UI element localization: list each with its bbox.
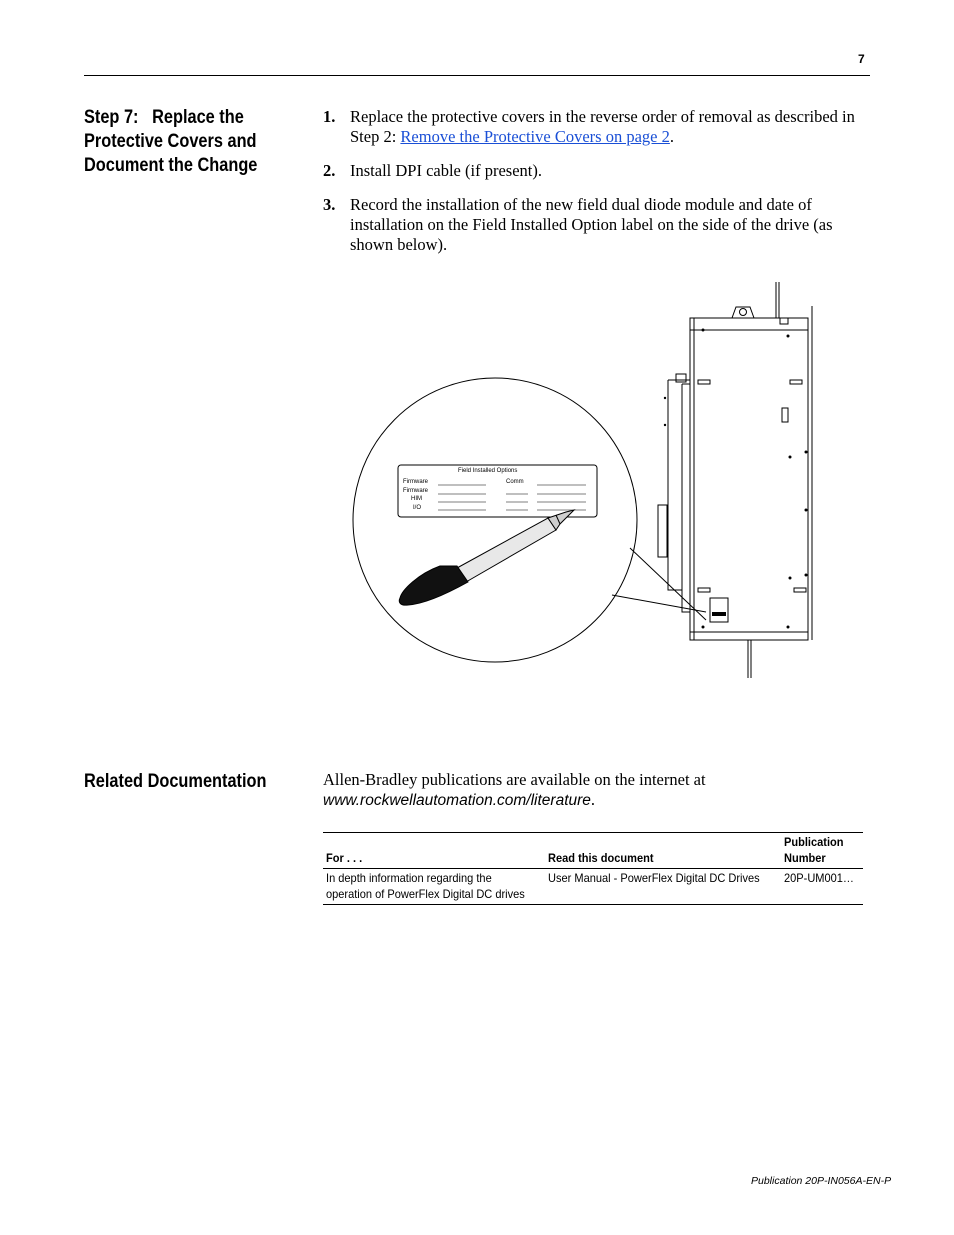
instruction-item: [323, 161, 871, 181]
col-read-header: Read this document: [548, 851, 654, 865]
url-period: .: [590, 790, 596, 809]
cell-for: In depth information regarding the operation of PowerFlex Digital DC drives: [326, 871, 525, 901]
cell-read: User Manual - PowerFlex Digital DC Drives: [548, 871, 760, 885]
instruction-text-end: .: [669, 127, 674, 146]
instruction-text: Record the installation of the new field dual diode module and date of installation on the Field Installed Option label on the side of the drive (as shown below).: [350, 195, 833, 254]
step7-heading-line-3: Document the Change: [84, 155, 258, 176]
table-header-row: [323, 833, 863, 869]
remove-covers-link[interactable]: Remove the Protective Covers on page 2: [400, 127, 670, 146]
label-row-io: I/O: [413, 505, 422, 511]
instruction-number: 2.: [323, 161, 336, 180]
cell-pub: 20P-UM001…: [784, 871, 855, 885]
instruction-text: Install DPI cable (if present).: [350, 161, 542, 180]
label-title: Field Installed Options: [458, 468, 518, 474]
drive-label-illustration: [350, 278, 830, 680]
step7-heading-line-1: Step 7: Replace the: [84, 107, 244, 128]
publication-footer: Publication 20P-IN056A-EN-P: [751, 1175, 892, 1187]
instruction-text: Replace the protective covers in the reverse order of removal as described in Step 2:: [350, 107, 855, 146]
step7-instructions: [323, 107, 871, 269]
instruction-item: [323, 195, 871, 255]
step7-heading-line-2: Protective Covers and: [84, 131, 257, 152]
table-row: [323, 869, 863, 905]
col-pub-header: Publication Number: [784, 835, 844, 865]
col-for-header: For . . .: [326, 851, 363, 865]
label-row-firmware-2: Firmware: [403, 488, 428, 494]
related-intro: [323, 770, 871, 811]
step7-heading: [84, 106, 290, 178]
page-number: 7: [858, 52, 865, 66]
related-intro-text: Allen-Bradley publications are available on the internet at: [323, 770, 706, 789]
related-documentation-heading: Related Documentation: [84, 771, 267, 792]
instruction-number: 1.: [323, 107, 336, 126]
related-docs-table: [323, 832, 863, 905]
magnifier-circle: [353, 378, 637, 662]
instruction-item: [323, 107, 871, 147]
label-row-him: HIM: [411, 496, 422, 502]
literature-url-link[interactable]: www.rockwellautomation.com/literature: [323, 792, 591, 809]
label-comm: Comm: [506, 479, 524, 485]
header-rule: [84, 75, 870, 76]
pen-icon: [399, 510, 574, 605]
label-row-firmware-1: Firmware: [403, 479, 428, 485]
instruction-number: 3.: [323, 195, 336, 214]
